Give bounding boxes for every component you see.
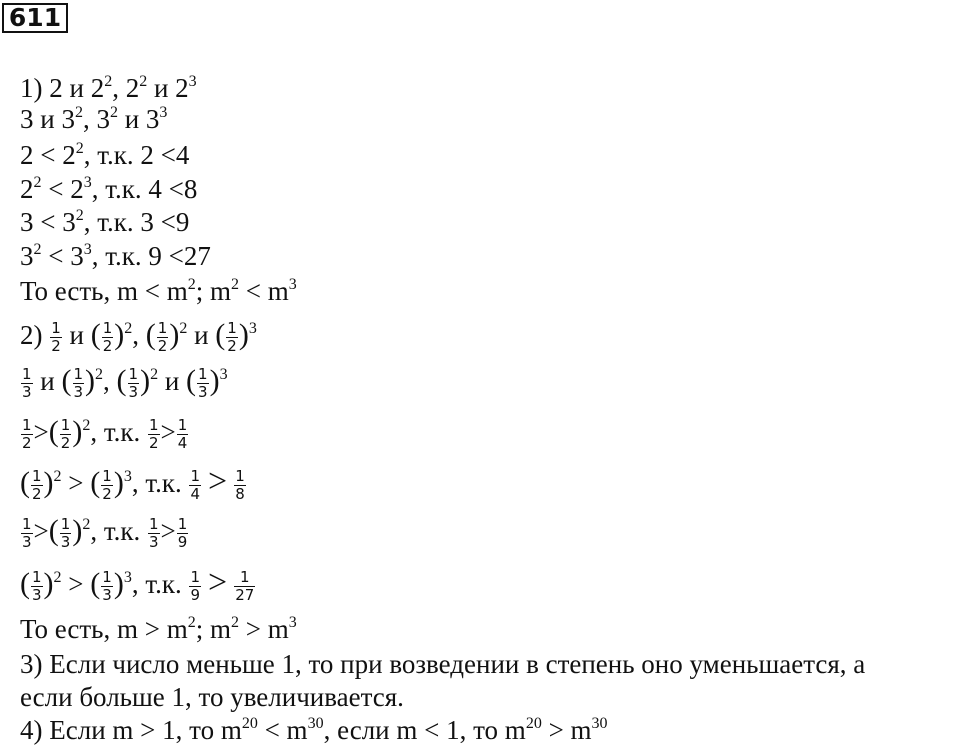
fraction-one-half: $\frac{1}{2}$: [227, 319, 237, 356]
fraction-one-half: $\frac{1}{2}$: [102, 467, 112, 504]
fraction-one-third: $\frac{1}{3}$: [32, 568, 42, 605]
fraction-one-half: $\frac{1}{2}$: [51, 319, 61, 356]
part1-line-5: $3 < 3^2$, т.к. 3 <9: [20, 207, 190, 237]
problem-number-badge: 611: [2, 3, 68, 33]
fraction-one-ninth: $\frac{1}{9}$: [177, 515, 188, 552]
fraction-one-ninth: $\frac{1}{9}$: [190, 568, 201, 605]
part1-line-2: 3 и $3^2$, $3^2$ и $3^3$: [20, 104, 168, 134]
part2-line-4: ( $\frac{1}{2}$ )$^2$ > ( $\frac{1}{2}$ )$^3$, т.к. $\frac{1}{4}$ > $\frac{1}{8}$: [20, 463, 245, 504]
part1-line-1: 1) 2 и $2^2$, $2^2$ и $2^3$: [20, 73, 197, 103]
part2-line-3: $\frac{1}{2}$ >( $\frac{1}{2}$ )$^2$, т.к. $\frac{1}{2}$ > $\frac{1}{4}$: [22, 415, 188, 453]
fraction-one-half: $\frac{1}{2}$: [157, 319, 168, 356]
part2-line-1: 2) $\frac{1}{2}$ и ( $\frac{1}{2}$ )$^2$, ( $\frac{1}{2}$ )$^2$ и ( $\frac{1}{2}$ )$^3$: [20, 318, 257, 356]
part3-line-1: 3) Если число меньше 1, то при возведении в степень оно уменьшается, а: [20, 649, 866, 679]
part1-conclusion: То есть, $m < m^2$; $m^2 < m^3$: [20, 276, 297, 306]
part2-conclusion: То есть, $m > m^2$; $m^2 > m^3$: [20, 614, 297, 644]
fraction-one-eighth: $\frac{1}{8}$: [235, 467, 245, 504]
fraction-one-half: $\frac{1}{2}$: [32, 467, 42, 504]
part2-line-5: $\frac{1}{3}$ >( $\frac{1}{3}$ )$^2$, т.к. $\frac{1}{3}$ > $\frac{1}{9}$: [22, 514, 188, 552]
fraction-one-third: $\frac{1}{3}$: [148, 515, 159, 552]
fraction-one-third: $\frac{1}{3}$: [60, 515, 71, 552]
fraction-one-quarter: $\frac{1}{4}$: [177, 416, 188, 453]
part2-line-6: ( $\frac{1}{3}$ )$^2$ > ( $\frac{1}{3}$ )$^3$, т.к. $\frac{1}{9}$ > $\frac{1}{27}$: [20, 564, 255, 605]
fraction-one-half: $\frac{1}{2}$: [22, 416, 32, 453]
part2-line-2: $\frac{1}{3}$ и ( $\frac{1}{3}$ )$^2$, ( $\frac{1}{3}$ )$^2$ и ( $\frac{1}{3}$ )$^3$: [22, 364, 228, 402]
fraction-one-half: $\frac{1}{2}$: [148, 416, 159, 453]
fraction-one-third: $\frac{1}{3}$: [22, 515, 32, 552]
part1-line-4: $2^2 < 2^3$, т.к. 4 <8: [20, 174, 198, 204]
part1-line-6: $3^2 < 3^3$, т.к. 9 <27: [20, 241, 211, 271]
fraction-one-third: $\frac{1}{3}$: [102, 568, 112, 605]
fraction-one-half: $\frac{1}{2}$: [60, 416, 71, 453]
fraction-one-half: $\frac{1}{2}$: [102, 319, 113, 356]
fraction-one-quarter: $\frac{1}{4}$: [190, 467, 201, 504]
fraction-one-third: $\frac{1}{3}$: [198, 365, 208, 402]
part4-line: 4) Если m > 1, то $m^{20} < m^{30}$, если m < 1, то $m^{20} > m^{30}$: [20, 715, 608, 745]
part3-line-2: если больше 1, то увеличивается.: [20, 682, 404, 712]
part1-line-3: $2 < 2^2$, т.к. 2 <4: [20, 140, 190, 170]
fraction-one-third: $\frac{1}{3}$: [73, 365, 84, 402]
fraction-one-twentyseventh: $\frac{1}{27}$: [235, 568, 255, 605]
fraction-one-third: $\frac{1}{3}$: [22, 365, 32, 402]
fraction-one-third: $\frac{1}{3}$: [128, 365, 139, 402]
